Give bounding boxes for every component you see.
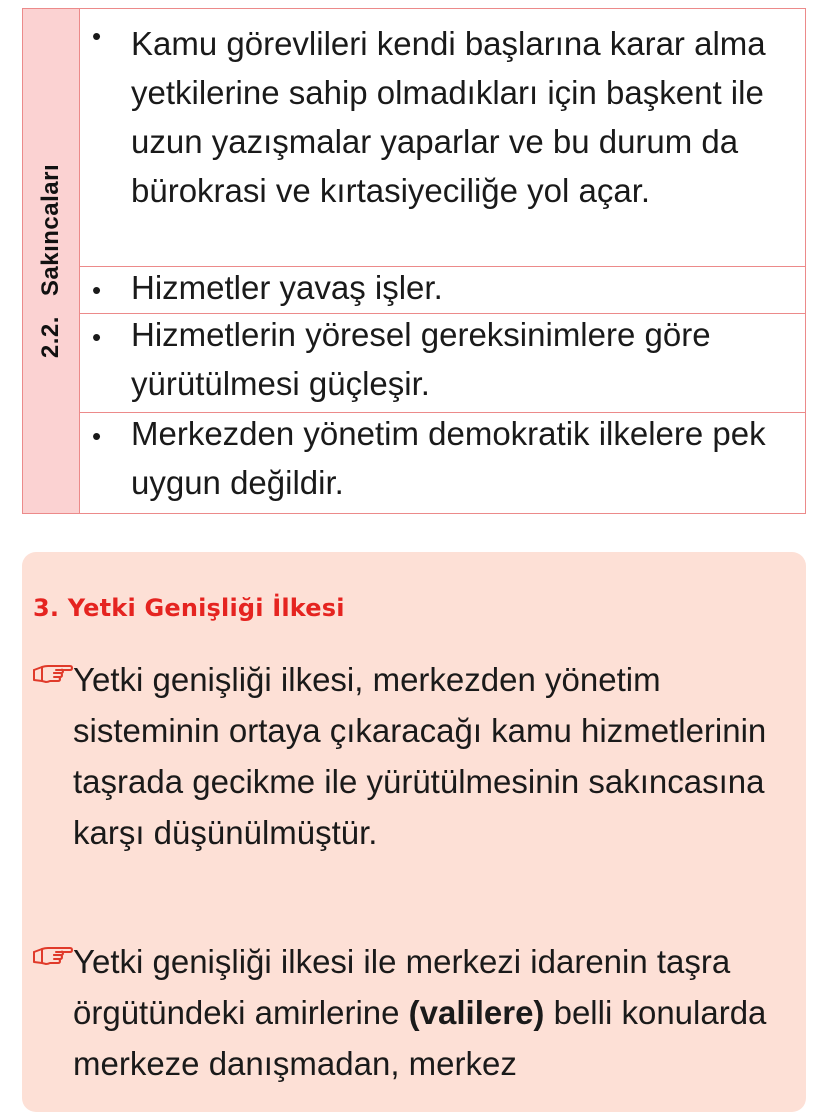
side-header-label [37,164,65,358]
paragraph [32,654,790,914]
table-row [80,413,805,513]
bullet-icon: • [92,322,102,352]
row-text: Kamu görevlileri kendi başlarına karar alma yetkilerine sahip olmadıkları için başkent ile uzun yazışmalar yaparlar ve bu durum da bürokrasi ve kırtasiyeciliğe yol açar. [131,25,766,209]
table-rows [80,9,805,513]
paragraph-text [73,936,790,1089]
bullet-icon: • [92,21,102,51]
row-text: Hizmetlerin yöresel gereksinimlere göre yürütülmesi güçleşir. [131,316,711,402]
paragraph-bold-term: (valilere) [408,994,545,1031]
bullet-icon: • [92,421,102,451]
table-row [80,267,805,314]
paragraph-text-part: belli konularda merkeze danışmadan, merkez [73,994,767,1082]
table-row [80,314,805,413]
row-text: Hizmetler yavaş işler. [131,269,443,306]
section-number: 2.2. [37,316,64,359]
info-box [22,552,806,1112]
paragraph [32,936,790,1096]
side-header-cell [23,9,80,513]
pointing-hand-icon [32,942,74,966]
section-title: 3. Yetki Genişliği İlkesi [33,594,345,622]
paragraph-text: Yetki genişliği ilkesi, merkezden yönetim sisteminin ortaya çıkaracağı kamu hizmetlerinin taşrada gecikme ile yürütülmesinin sakıncasına karşı düşünülmüştür. [73,661,767,851]
section-heading: Sakıncaları [37,163,64,297]
disadvantages-table [22,8,806,514]
paragraph-text-part: Yetki genişliği ilkesi ile merkezi idarenin taşra örgütündeki amirlerine [73,943,731,1031]
table-row [80,9,805,267]
bullet-icon: • [92,275,102,305]
row-text: Merkezden yönetim demokratik ilkelere pek uygun değildir. [131,415,766,501]
pointing-hand-icon [32,660,74,684]
